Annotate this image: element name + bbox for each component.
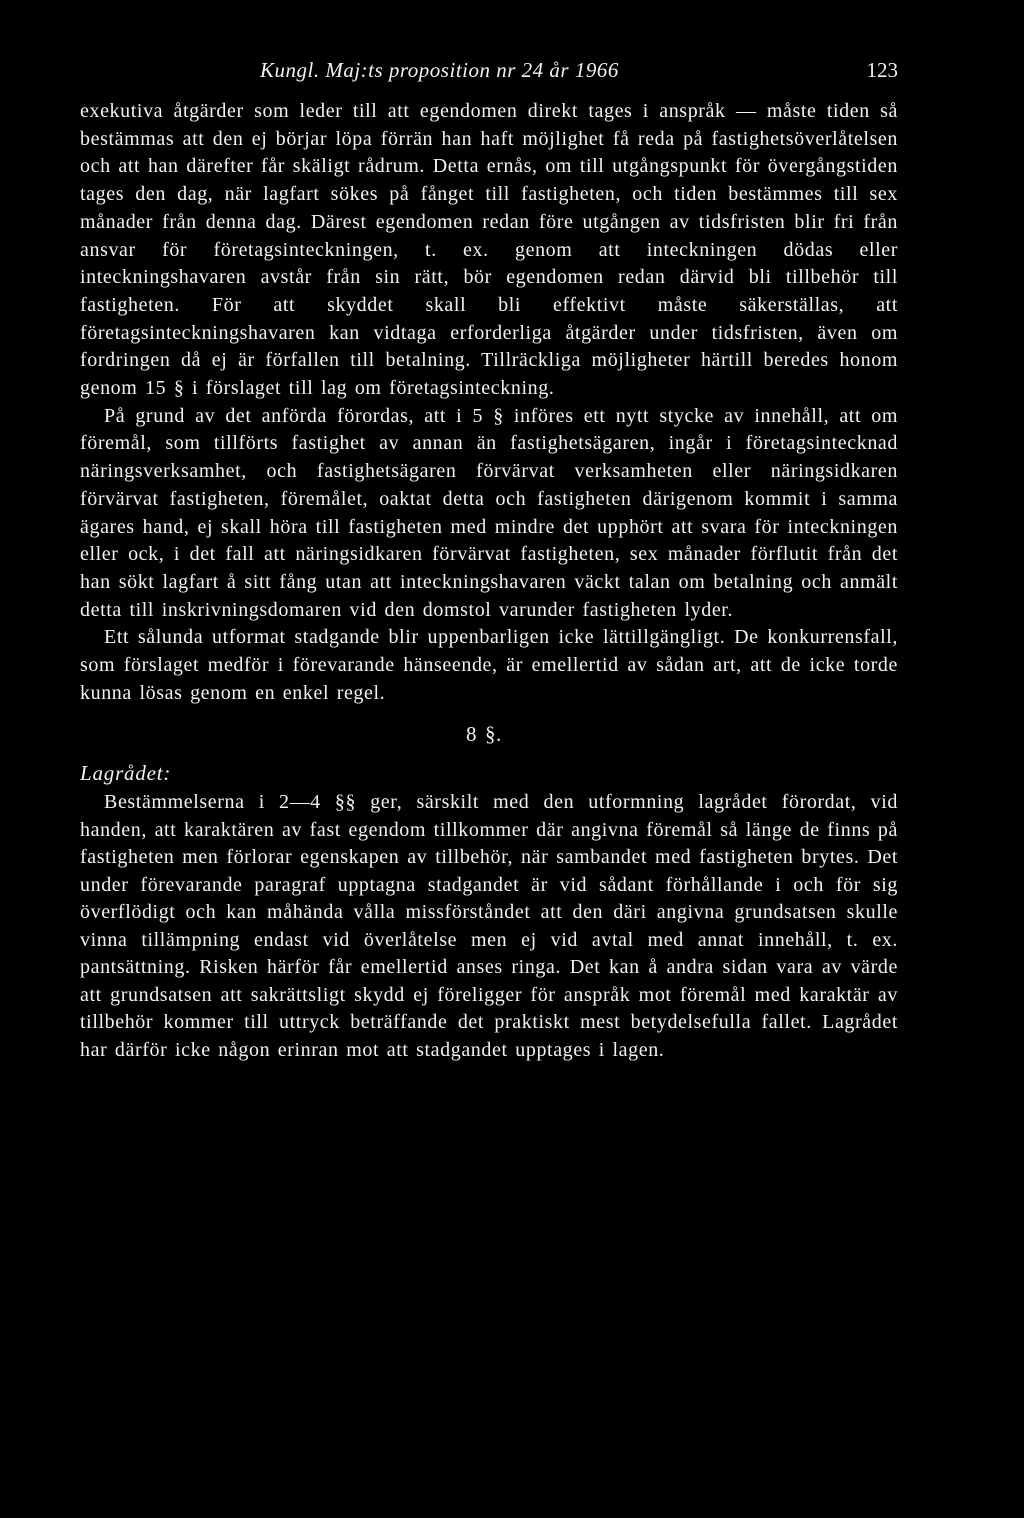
page-number: 123 [866, 58, 898, 82]
paragraph-proposal: På grund av det anförda förordas, att i 5 § införes ett nytt stycke av innehåll, att om föremål, som tillförts fastighet av annan än fastighetsägaren, ingår i företagsintecknad näringsverksamhet, och fastighetsägaren förvärvat verksamheten eller näringsidkaren förvärvat fastigheten, föremålet, oaktat detta och fastigheten därigenom kommit i samma ägares hand, ej skall höra till fastigheten med mindre det upphört att svara för inteckningen eller ock, i det fall att näringsidkaren förvärvat fastigheten, sex månader förflutit från det han sökt lagfart å sitt fång utan att inteckningshavaren väckt talan om betalning och anmält detta till inskrivningsdomaren vid den domstol varunder fastigheten lyder. [80, 404, 898, 621]
lagradet-heading: Lagrådet: [80, 761, 172, 786]
main-text [80, 98, 898, 1064]
lagradet-paragraph: Bestämmelserna i 2—4 §§ ger, särskilt med den utformning lagrådet förordat, vid handen, att karaktären av fast egendom tillkommer där angivna föremål så länge de finns på fastigheten men förlorar egenskapen av tillbehör, när sambandet med fastigheten brytes. Det under förevarande paragraf upptagna stadgandet är vid sådant förhållande i och för sig överflödigt och kan måhända vålla missförståndet att den däri angivna grundsatsen skulle vinna tillämpning endast vid överlåtelse men ej vid avtal med annat innehåll, t. ex. pantsättning. Risken härför får emellertid anses ringa. Det kan å andra sidan vara av värde att grundsatsen att sakrättsligt skydd ej föreligger för anspråk mot föremål med karaktär av tillbehör kommer till uttryck beträffande det praktiskt mest betydelsefulla fallet. Lagrådet har därför icke någon erinran mot att stadgandet upptages i lagen. [80, 791, 898, 1061]
running-title: Kungl. Maj:ts proposition nr 24 år 1966 [260, 58, 619, 82]
section-heading: 8 §. [466, 722, 502, 747]
document-page [80, 58, 898, 1064]
page-header [80, 58, 898, 98]
paragraph-continuation: exekutiva åtgärder som leder till att egendomen direkt tages i anspråk — måste tiden så bestämmas att den ej börjar löpa förrän han haft möjlighet få reda på fastighetsöverlåtelsen och att han därefter får skäligt rådrum. Detta ernås, om till utgångspunkt för övergångstiden tages den dag, när lagfart sökes på fånget till fastigheten, och tiden bestämmes till sex månader från denna dag. Därest egendomen redan före utgången av tidsfristen blir fri från ansvar för företagsinteckningen, t. ex. genom att inteckningen dödas eller inteckningshavaren avstår från sin rätt, bör egendomen redan därvid bli tillbehör till fastigheten. För att skyddet skall bli effektivt måste säkerställas, att företagsinteckningshavaren kan vidtaga erforderliga åtgärder under tidsfristen, även om fordringen då ej är förfallen till betalning. Tillräckliga möjligheter härtill beredes honom genom 15 § i förslaget till lag om företagsinteckning. [80, 100, 898, 400]
paragraph-conclusion: Ett sålunda utformat stadgande blir uppenbarligen icke lättillgängligt. De konkurrensfall, som förslaget medför i förevarande hänseende, är emellertid av sådan art, att de icke torde kunna lösas genom en enkel regel. [80, 626, 898, 704]
